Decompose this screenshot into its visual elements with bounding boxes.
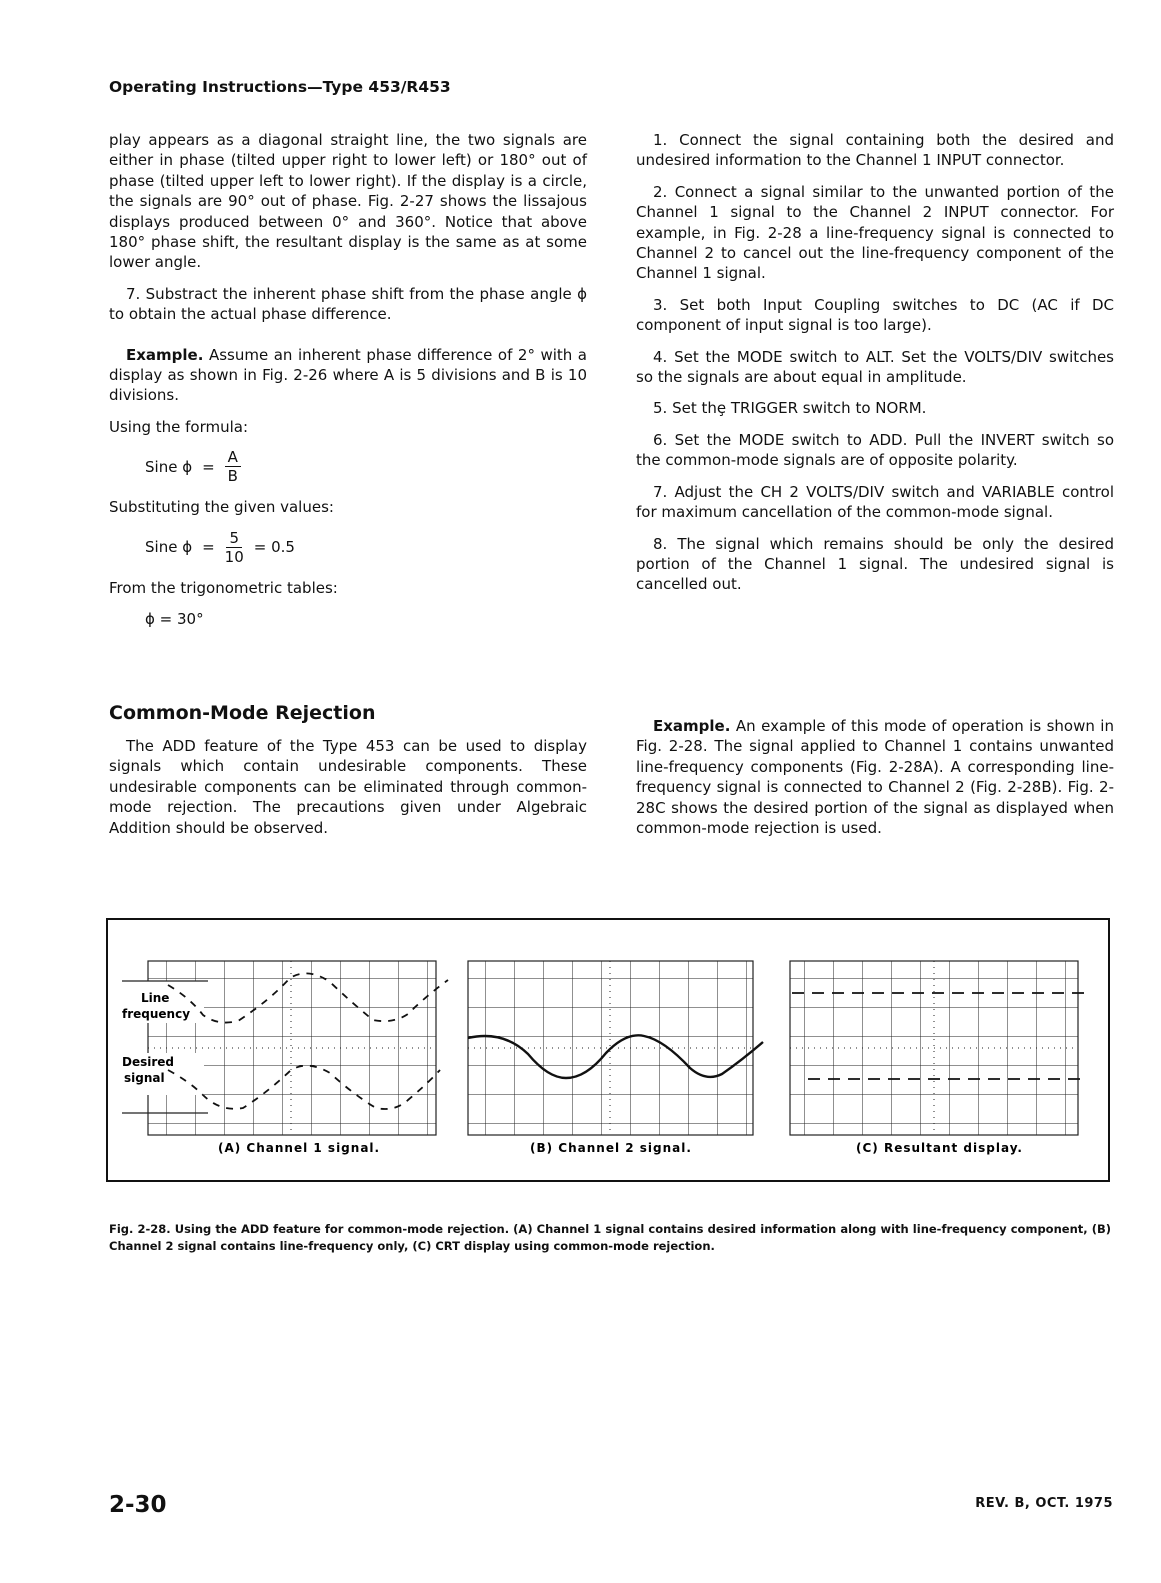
- equation-result: = 0.5: [253, 537, 295, 556]
- panel-c: [790, 961, 1088, 1155]
- left-column: [109, 130, 587, 630]
- fraction-a-over-b: [225, 448, 241, 485]
- substituting-text: Substituting the given values:: [109, 498, 334, 517]
- paragraph-example: [109, 345, 587, 406]
- section-example: [636, 716, 1114, 849]
- fraction-denominator: B: [227, 467, 238, 486]
- fraction-denominator: 10: [224, 547, 244, 566]
- equation-sine-values: Sine ϕ = $\frac{5}{10}$ = 0.5: [145, 528, 295, 566]
- section-body: [109, 736, 587, 849]
- step-1: 1. Connect the signal containing both the desired and undesired information to the Channel 1 INPUT connector.: [636, 131, 1114, 170]
- equation-lhs: Sine ϕ: [145, 457, 193, 476]
- step-4: 4. Set the MODE switch to ALT. Set the VOLTS/DIV switches so the signals are about equal in amplitude.: [636, 347, 1114, 387]
- fraction-numerator: 5: [226, 529, 242, 548]
- panel-b: [468, 961, 763, 1155]
- paragraph-lissajous: play appears as a diagonal straight line, the two signals are either in phase (tilted upper right to lower left) or 180° out of phase (tilted upper left to lower right). If the display is a circle, the signals are 90° out of phase. Fig. 2-27 shows the lissajous displays produced between 0° and 360°. Notice that above 180° phase shift, the resultant display is the same as at some lower angle.: [109, 131, 587, 272]
- fraction-5-over-10: [225, 529, 244, 566]
- step-8: 8. The signal which remains should be only the desired portion of the Channel 1 signal. The undesired signal is cancelled out.: [636, 534, 1114, 594]
- panel-c-caption: (C) Resultant display.: [856, 1141, 1023, 1155]
- equation-sine-ab: Sine ϕ = $\frac{A}{B}$: [145, 448, 587, 485]
- panel-b-caption: (B) Channel 2 signal.: [530, 1141, 692, 1155]
- example-label: Example.: [653, 717, 731, 735]
- revision-note: REV. B, OCT. 1975: [975, 1496, 1113, 1511]
- paragraph-step-7: 7. Substract the inherent phase shift from the phase angle ϕ to obtain the actual phase difference.: [109, 284, 587, 324]
- section-paragraph: The ADD feature of the Type 453 can be used to display signals which contain undesirable components. These undesirable components can be eliminated through common-mode rejection. The precautions given under Algebraic Addition should be observed.: [109, 737, 587, 837]
- example-text: Assume an inherent phase difference of 2° with a display as shown in Fig. 2-26 where A is 5 divisions and B is 10 divisions.: [109, 345, 587, 405]
- label-desired: Desired: [122, 1055, 175, 1069]
- step-6: 6. Set the MODE switch to ADD. Pull the INVERT switch so the common-mode signals are of opposite polarity.: [636, 430, 1114, 470]
- label-signal: signal: [124, 1071, 165, 1085]
- right-column: [636, 130, 1114, 606]
- page-number: 2-30: [109, 1492, 167, 1518]
- section-example-paragraph: [636, 716, 1114, 838]
- section-heading: Common-Mode Rejection: [109, 702, 376, 724]
- figure-frame: [106, 918, 1110, 1182]
- fraction-numerator: A: [225, 448, 241, 467]
- page-header: Operating Instructions—Type 453/R453: [109, 78, 451, 96]
- step-3: 3. Set both Input Coupling switches to DC (AC if DC component of input signal is too large).: [636, 295, 1114, 335]
- oscilloscope-figure: [108, 920, 1108, 1180]
- figure-caption: Fig. 2-28. Using the ADD feature for common-mode rejection. (A) Channel 1 signal contains desired information along with line-frequency component, (B) Channel 2 signal contains line-frequency only, (C) CRT display using common-mode rejection.: [109, 1222, 1111, 1253]
- step-5: 5. Set thȩ TRIGGER switch to NORM.: [653, 399, 927, 418]
- step-7: 7. Adjust the CH 2 VOLTS/DIV switch and VARIABLE control for maximum cancellation of the common-mode signal.: [636, 482, 1114, 522]
- example-text: An example of this mode of operation is shown in Fig. 2-28. The signal applied to Channel 1 contains unwanted line-frequency components (Fig. 2-28A). A corresponding line-frequency signal is connected to Channel 2 (Fig. 2-28B). Fig. 2-28C shows the desired portion of the signal as displayed when common-mode rejection is used.: [636, 717, 1114, 838]
- label-line: Line: [141, 991, 170, 1005]
- using-formula-text: Using the formula:: [109, 417, 249, 436]
- equation-lhs: Sine ϕ: [145, 537, 193, 556]
- equation-phi-result: ϕ = 30°: [145, 610, 204, 629]
- panel-a-caption: (A) Channel 1 signal.: [218, 1141, 381, 1155]
- step-2: 2. Connect a signal similar to the unwanted portion of the Channel 1 signal to the Channel 2 INPUT connector. For example, in Fig. 2-28 a line-frequency signal is connected to Channel 2 to cancel out the line-frequency component of the Channel 1 signal.: [636, 182, 1114, 283]
- example-label: Example.: [126, 345, 204, 364]
- label-frequency: frequency: [122, 1007, 191, 1021]
- panel-a: [122, 961, 448, 1155]
- trig-tables-text: From the trigonometric tables:: [109, 578, 338, 597]
